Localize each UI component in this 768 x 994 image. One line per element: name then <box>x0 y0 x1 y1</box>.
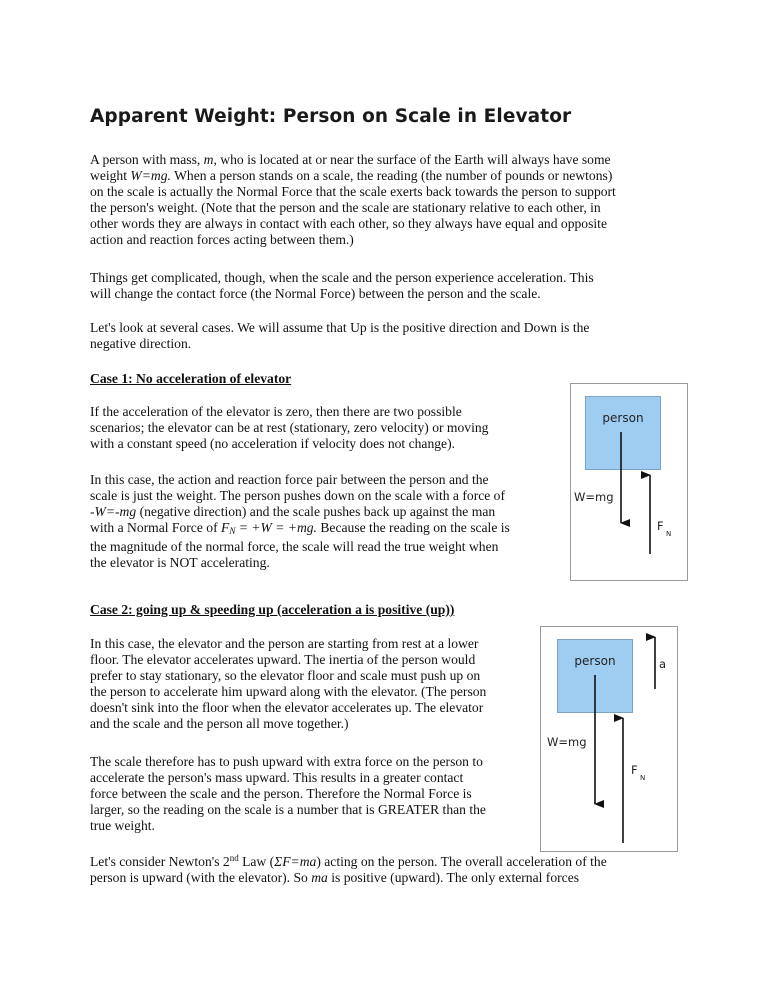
weight-label: W=mg <box>574 490 614 504</box>
text-line: prefer to stay stationary, so the elevator floor and scale must push up on <box>90 668 481 683</box>
text-line: If the acceleration of the elevator is zero, then there are two possible <box>90 404 462 419</box>
text-line: Let's consider Newton's 2nd Law (ΣF=ma) acting on the person. The overall acceleration of the <box>90 853 607 869</box>
text-line: the person's weight. (Note that the person and the scale are stationary relative to each other, in <box>90 200 601 215</box>
text-line: accelerate the person's mass upward. This results in a greater contact <box>90 770 464 785</box>
text-line: negative direction. <box>90 336 192 351</box>
force-arrows <box>571 384 687 580</box>
normal-force-subscript: N <box>666 530 672 538</box>
person-label: person <box>602 411 644 425</box>
case2-paragraph-2 <box>90 754 486 834</box>
text-line: scale is just the weight. The person pushes down on the scale with a force of <box>90 488 506 503</box>
text-line: other words they are always in contact with each other, so they always have equal and opposite <box>90 216 607 231</box>
case1-paragraph-1 <box>90 404 488 452</box>
text-line: with a Normal Force of $F_N = +W = +mg$. Because the reading on the scale is <box>90 520 510 536</box>
text-line: will change the contact force (the Normal Force) between the person and the scale. <box>90 286 541 301</box>
text-line: person is upward (with the elevator). So ma is positive (upward). The only external forces <box>90 870 580 885</box>
page-title: Apparent Weight: Person on Scale in Elevator <box>90 106 572 127</box>
text-line: the person to accelerate him upward along with the elevator. (The person <box>90 684 487 699</box>
text-line: and the scale and the person all move together.) <box>90 716 349 731</box>
intro-paragraph <box>90 152 616 248</box>
text-line: true weight. <box>90 818 155 833</box>
text-line: on the scale is actually the Normal Force that the scale exerts back towards the person to support <box>90 184 616 199</box>
case1-force-diagram <box>570 383 688 581</box>
text-line: Things get complicated, though, when the scale and the person experience acceleration. This <box>90 270 594 285</box>
normal-force-subscript: N <box>640 774 646 782</box>
text-line: The scale therefore has to push upward with extra force on the person to <box>90 754 483 769</box>
paragraph-cases <box>90 320 589 352</box>
text-line: the elevator is NOT accelerating. <box>90 555 270 570</box>
text-line: force between the scale and the person. Therefore the Normal Force is <box>90 786 472 801</box>
case2-force-diagram <box>540 626 678 852</box>
text-line: Let's look at several cases. We will assume that Up is the positive direction and Down is the <box>90 320 590 335</box>
case2-paragraph-1 <box>90 636 486 732</box>
text-line: the magnitude of the normal force, the scale will read the true weight when <box>90 539 499 554</box>
normal-force-label: F <box>657 519 664 533</box>
person-label: person <box>574 654 616 668</box>
text-line: A person with mass, m, who is located at or near the surface of the Earth will always have some <box>90 152 611 167</box>
paragraph-acceleration <box>90 270 594 302</box>
weight-label: W=mg <box>547 735 587 749</box>
case2-heading: Case 2: going up & speeding up (acceleration a is positive (up)) <box>90 602 455 617</box>
acceleration-label: a <box>659 657 667 671</box>
text-line: action and reaction forces acting between them.) <box>90 232 354 247</box>
text-line: doesn't sink into the floor when the elevator accelerates up. The elevator <box>90 700 484 715</box>
newton-law-paragraph <box>90 854 607 886</box>
case1-heading: Case 1: No acceleration of elevator <box>90 371 292 386</box>
case1-paragraph-2 <box>90 472 510 571</box>
normal-force-label: F <box>631 763 638 777</box>
text-line: larger, so the reading on the scale is a number that is GREATER than the <box>90 802 486 817</box>
text-line: with a constant speed (no acceleration if velocity does not change). <box>90 436 456 451</box>
text-line: In this case, the elevator and the person are starting from rest at a lower <box>90 636 479 651</box>
text-line: In this case, the action and reaction force pair between the person and the <box>90 472 489 487</box>
text-line: -W=-mg (negative direction) and the scale pushes back up against the man <box>90 504 496 519</box>
text-line: weight W=mg. When a person stands on a scale, the reading (the number of pounds or newtons) <box>90 168 613 183</box>
text-line: floor. The elevator accelerates upward. The inertia of the person would <box>90 652 476 667</box>
text-line: scenarios; the elevator can be at rest (stationary, zero velocity) or moving <box>90 420 489 435</box>
